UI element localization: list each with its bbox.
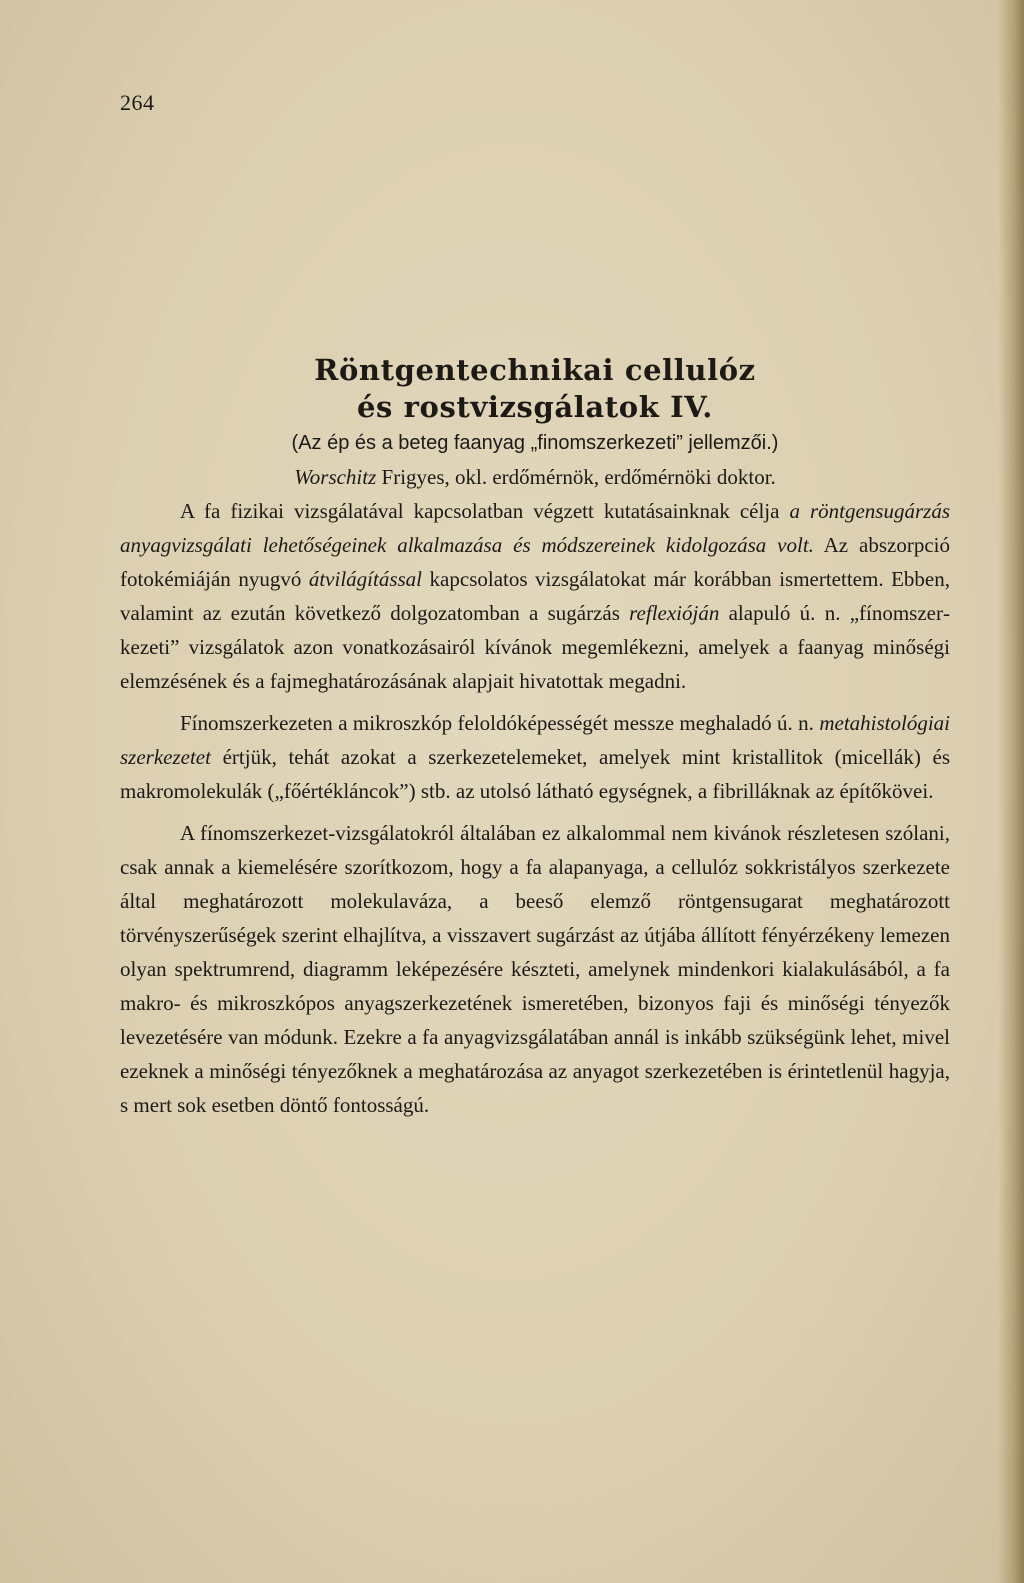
p2-text-1: Fínomszerkezeten a mikroszkóp feloldóképességét messze meghaladó ú. n. [180,711,820,735]
article-subtitle: (Az ép és a beteg faanyag „finomszerkezeti” jellemzői.) [291,432,779,454]
p1-text-4: alapuló ú. n. „fínomszerkezeti” vizsgálatok azon vonatkozásairól kívánok megemlékezni, amelyek a faanyag minőségi elemzésének és a fajmeghatározásának alapjait hivatottak megadni. [120,601,950,693]
p1-emphasis-3: reflexióján [629,601,720,625]
p1-emphasis-2: átvilágítással [308,567,423,591]
page-number: 264 [120,90,155,115]
p2-emphasis-1: metahistológiai szerkezetet [120,711,950,769]
page-edge-shadow [998,0,1024,1583]
paragraph-1 [120,494,950,698]
article [120,352,950,1122]
title-line-1: Röntgentechnikai cellulóz [314,353,756,387]
p1-emphasis-1: a röntgensugárzás anyagvizsgálati lehetőségeinek alkalmazása és módszereinek kidolgozása volt. [120,499,950,557]
p1-text-1: A fa fizikai vizsgálatával kapcsolatban végzett kutatásainknak célja [180,499,790,523]
author-surname: Worschitz [294,465,377,489]
article-title [120,352,950,426]
paragraph-3: A fínomszerkezet-vizsgálatokról általában ez alkalommal nem kivánok részletesen szólani, csak annak a kiemelésére szorítkozom, hogy a fa alapanyaga, a cellulóz sokkristályos szerkezete által meghatározott molekulaváza, a beeső elemző röntgensugarat meghatározott törvényszerűségek szerint elhajlítva, a visszavert sugárzást az útjába állított fényérzékeny lemezen olyan spektrumrend, diagramm leképezésére készteti, amelynek mindenkori kialakulásából, a fa makro- és mikroszkópos anyagszerkezetének ismeretében, bizonyos faji és minőségi tényezők levezetésére van módunk. Ezekre a fa anyagvizsgálatában annál is inkább szükségünk lehet, mivel ezeknek a minőségi tényezőknek a meghatározása az anyagot szerkezetében is érintetlenül hagyja, s mert sok esetben döntő fontosságú. [120,821,950,1117]
p1-text-3: kapcsolatos vizsgálatokat már korábban ismertettem. Ebben, valamint az ezután következő dolgozatomban a sugárzás [120,567,950,625]
p1-text-2: Az abszorpció fotokémiáján nyugvó [120,533,950,591]
p2-text-2: értjük, tehát azokat a szerkezetelemeket, amelyek mint kristallitok (micellák) és makromolekulák („főértékláncok”) stb. az utolsó látható egységnek, a fibrilláknak az építőkövei. [120,745,950,803]
paragraph-2 [120,706,950,808]
author-details: Frigyes, okl. erdőmérnök, erdőmérnöki doktor. [376,465,776,489]
title-line-2: és rostvizsgálatok IV. [357,390,713,424]
author-line [120,460,950,494]
